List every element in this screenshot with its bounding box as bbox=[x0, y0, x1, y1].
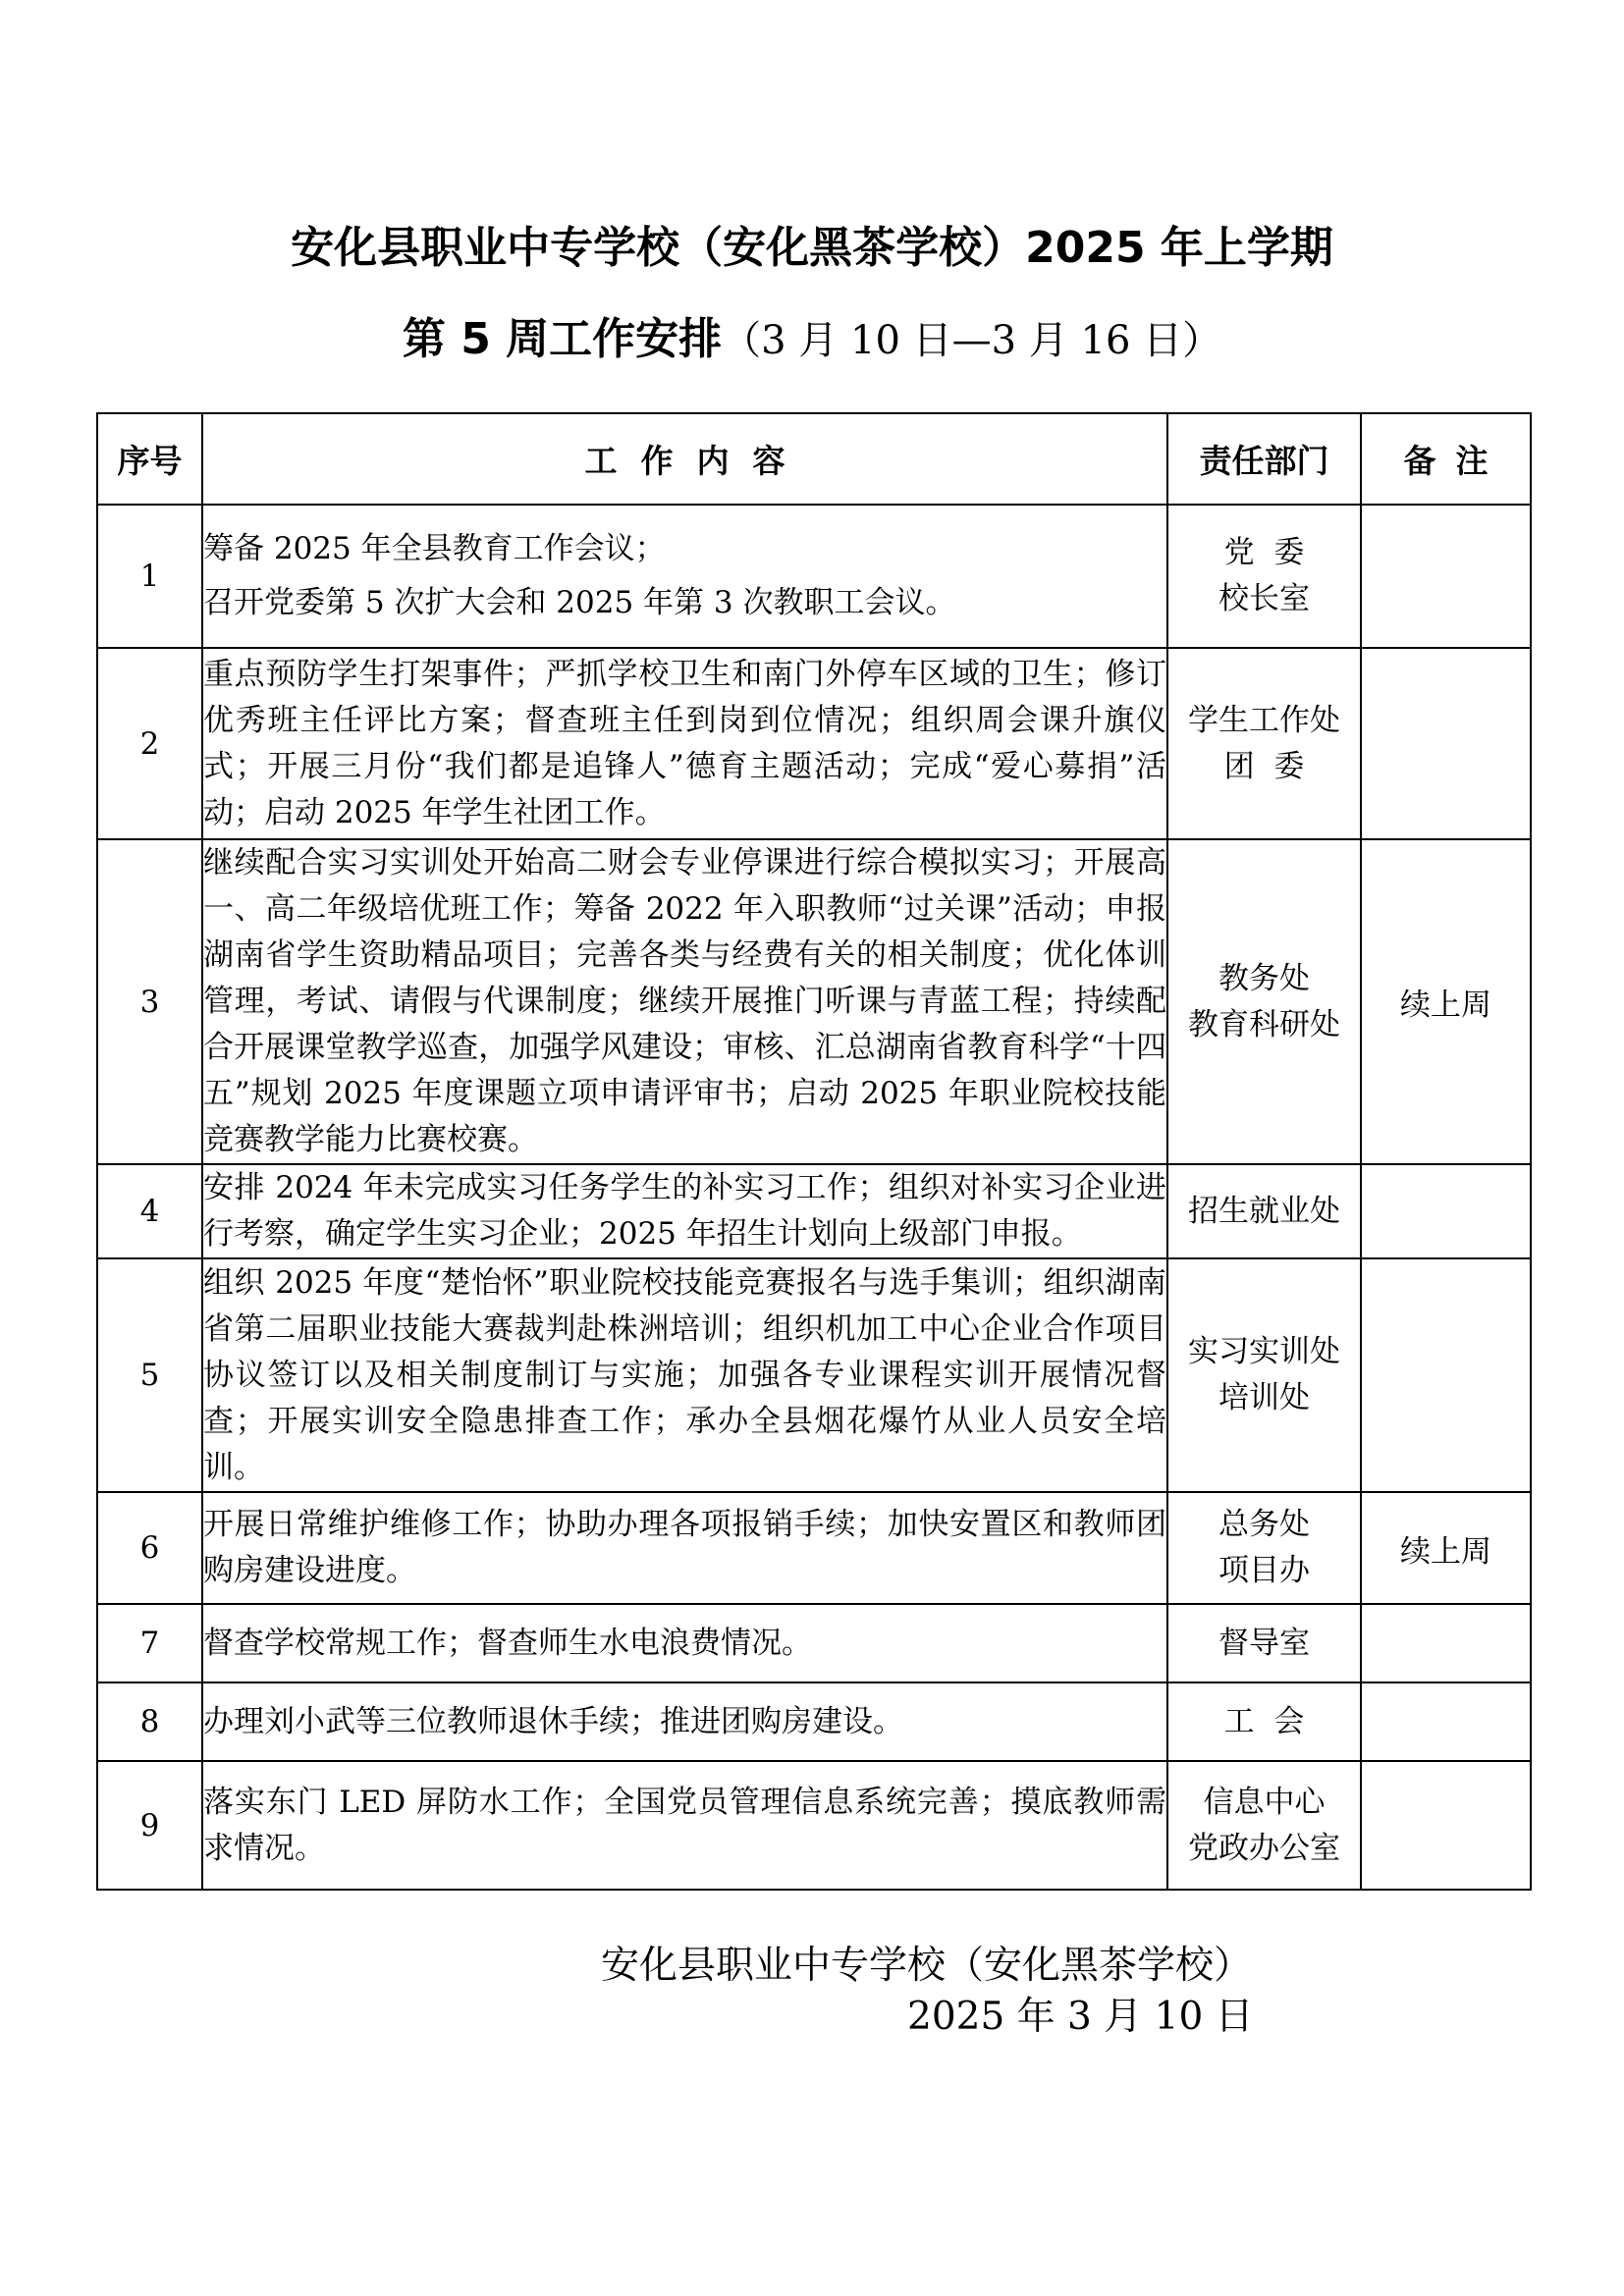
row-content bbox=[202, 1682, 1167, 1761]
row-department bbox=[1167, 1258, 1361, 1492]
header-note: 备注 bbox=[1361, 413, 1531, 505]
row-content bbox=[202, 839, 1167, 1164]
row-department bbox=[1167, 648, 1361, 839]
signature-organization: 安化县职业中专学校（安化黑茶学校） bbox=[601, 1944, 1253, 1988]
department-name: 团 委 bbox=[1223, 748, 1305, 784]
header-content: 工作内容 bbox=[202, 413, 1167, 505]
row-number: 5 bbox=[97, 1258, 202, 1492]
row-content bbox=[202, 505, 1167, 648]
row-department bbox=[1167, 1164, 1361, 1258]
department-name: 工 会 bbox=[1223, 1703, 1305, 1739]
subtitle-date-range: （3 月 10 日—3 月 16 日） bbox=[722, 318, 1222, 363]
department-name: 党政办公室 bbox=[1188, 1830, 1340, 1866]
row-department bbox=[1167, 839, 1361, 1164]
header-number: 序号 bbox=[97, 413, 202, 505]
table-row bbox=[97, 1682, 1531, 1761]
content-paragraph: 继续配合实习实训处开始高二财会专业停课进行综合模拟实习；开展高一、高二年级培优班工作；筹备 2022 年入职教师“过关课”活动；申报湖南省学生资助精品项目；完善各类与经费有关的相关制度；优化体训管理，考试、请假与代课制度；继续开展推门听课与青蓝工程；持续配合开展课堂教学巡查，加强学风建设；审核、汇总湖南省教育科学“十四五”规划 2025 年度课题立项申请评审书；启动 2025 年职业院校技能竞赛教学能力比赛校赛。 bbox=[203, 845, 1166, 1157]
row-department bbox=[1167, 1492, 1361, 1604]
content-paragraph: 组织 2025 年度“楚怡怀”职业院校技能竞赛报名与选手集训；组织湖南省第二届职业技能大赛裁判赴株洲培训；组织机加工中心企业合作项目协议签订以及相关制度制订与实施；加强各专业课程实训开展情况督查；开展实训安全隐患排查工作；承办全县烟花爆竹从业人员安全培训。 bbox=[203, 1264, 1166, 1485]
department-name: 党 委 bbox=[1223, 535, 1305, 570]
row-note bbox=[1361, 1604, 1531, 1682]
row-department bbox=[1167, 505, 1361, 648]
content-paragraph: 重点预防学生打架事件；严抓学校卫生和南门外停车区域的卫生；修订优秀班主任评比方案；督查班主任到岗到位情况；组织周会课升旗仪式；开展三月份“我们都是追锋人”德育主题活动；完成“爱心募捐”活动；启动 2025 年学生社团工作。 bbox=[203, 656, 1166, 830]
table-header-row bbox=[97, 413, 1531, 505]
row-number: 3 bbox=[97, 839, 202, 1164]
row-note bbox=[1361, 1761, 1531, 1890]
row-content bbox=[202, 648, 1167, 839]
row-note bbox=[1361, 648, 1531, 839]
department-name: 学生工作处 bbox=[1188, 702, 1340, 738]
content-paragraph: 落实东门 LED 屏防水工作；全国党员管理信息系统完善；摸底教师需求情况。 bbox=[203, 1784, 1166, 1866]
table-row bbox=[97, 1761, 1531, 1890]
row-note: 续上周 bbox=[1361, 839, 1531, 1164]
row-content bbox=[202, 1761, 1167, 1890]
header-department: 责任部门 bbox=[1167, 413, 1361, 505]
subtitle-week: 第 5 周工作安排 bbox=[402, 314, 723, 364]
department-name: 教务处 bbox=[1218, 960, 1310, 996]
table-row bbox=[97, 505, 1531, 648]
row-department bbox=[1167, 1604, 1361, 1682]
department-name: 督导室 bbox=[1218, 1625, 1310, 1661]
table-row bbox=[97, 1164, 1531, 1258]
department-name: 实习实训处 bbox=[1188, 1334, 1340, 1369]
document-title: 安化县职业中专学校（安化黑茶学校）2025 年上学期 bbox=[291, 223, 1333, 273]
department-name: 校长室 bbox=[1218, 581, 1310, 616]
department-name: 培训处 bbox=[1218, 1380, 1310, 1415]
row-content bbox=[202, 1604, 1167, 1682]
signature-date: 2025 年 3 月 10 日 bbox=[907, 1995, 1254, 2039]
department-name: 教育科研处 bbox=[1188, 1006, 1340, 1042]
row-number: 6 bbox=[97, 1492, 202, 1604]
row-department bbox=[1167, 1682, 1361, 1761]
row-number: 9 bbox=[97, 1761, 202, 1890]
content-paragraph: 召开党委第 5 次扩大会和 2025 年第 3 次教职工会议。 bbox=[203, 585, 956, 620]
work-schedule-table bbox=[96, 412, 1532, 1891]
row-note bbox=[1361, 1682, 1531, 1761]
content-paragraph: 督查学校常规工作；督查师生水电浪费情况。 bbox=[203, 1625, 812, 1661]
row-department bbox=[1167, 1761, 1361, 1890]
department-name: 招生就业处 bbox=[1188, 1193, 1340, 1229]
department-name: 信息中心 bbox=[1203, 1784, 1326, 1820]
department-name: 总务处 bbox=[1218, 1507, 1310, 1542]
document-subtitle bbox=[0, 312, 1624, 368]
row-note bbox=[1361, 505, 1531, 648]
row-content bbox=[202, 1492, 1167, 1604]
department-name: 项目办 bbox=[1218, 1553, 1310, 1588]
table-row bbox=[97, 1604, 1531, 1682]
row-content bbox=[202, 1258, 1167, 1492]
row-note bbox=[1361, 1164, 1531, 1258]
row-note bbox=[1361, 1258, 1531, 1492]
row-number: 4 bbox=[97, 1164, 202, 1258]
content-paragraph: 办理刘小武等三位教师退休手续；推进团购房建设。 bbox=[203, 1703, 903, 1739]
row-number: 7 bbox=[97, 1604, 202, 1682]
row-number: 8 bbox=[97, 1682, 202, 1761]
table-row bbox=[97, 1258, 1531, 1492]
table-row bbox=[97, 839, 1531, 1164]
table-row bbox=[97, 648, 1531, 839]
content-paragraph: 安排 2024 年未完成实习任务学生的补实习工作；组织对补实习企业进行考察，确定学生实习企业；2025 年招生计划向上级部门申报。 bbox=[203, 1170, 1166, 1252]
row-number: 1 bbox=[97, 505, 202, 648]
table-row bbox=[97, 1492, 1531, 1604]
content-paragraph: 筹备 2025 年全县教育工作会议； bbox=[203, 531, 666, 566]
content-paragraph: 开展日常维护维修工作；协助办理各项报销手续；加快安置区和教师团购房建设进度。 bbox=[203, 1507, 1166, 1588]
row-note: 续上周 bbox=[1361, 1492, 1531, 1604]
row-content bbox=[202, 1164, 1167, 1258]
row-number: 2 bbox=[97, 648, 202, 839]
